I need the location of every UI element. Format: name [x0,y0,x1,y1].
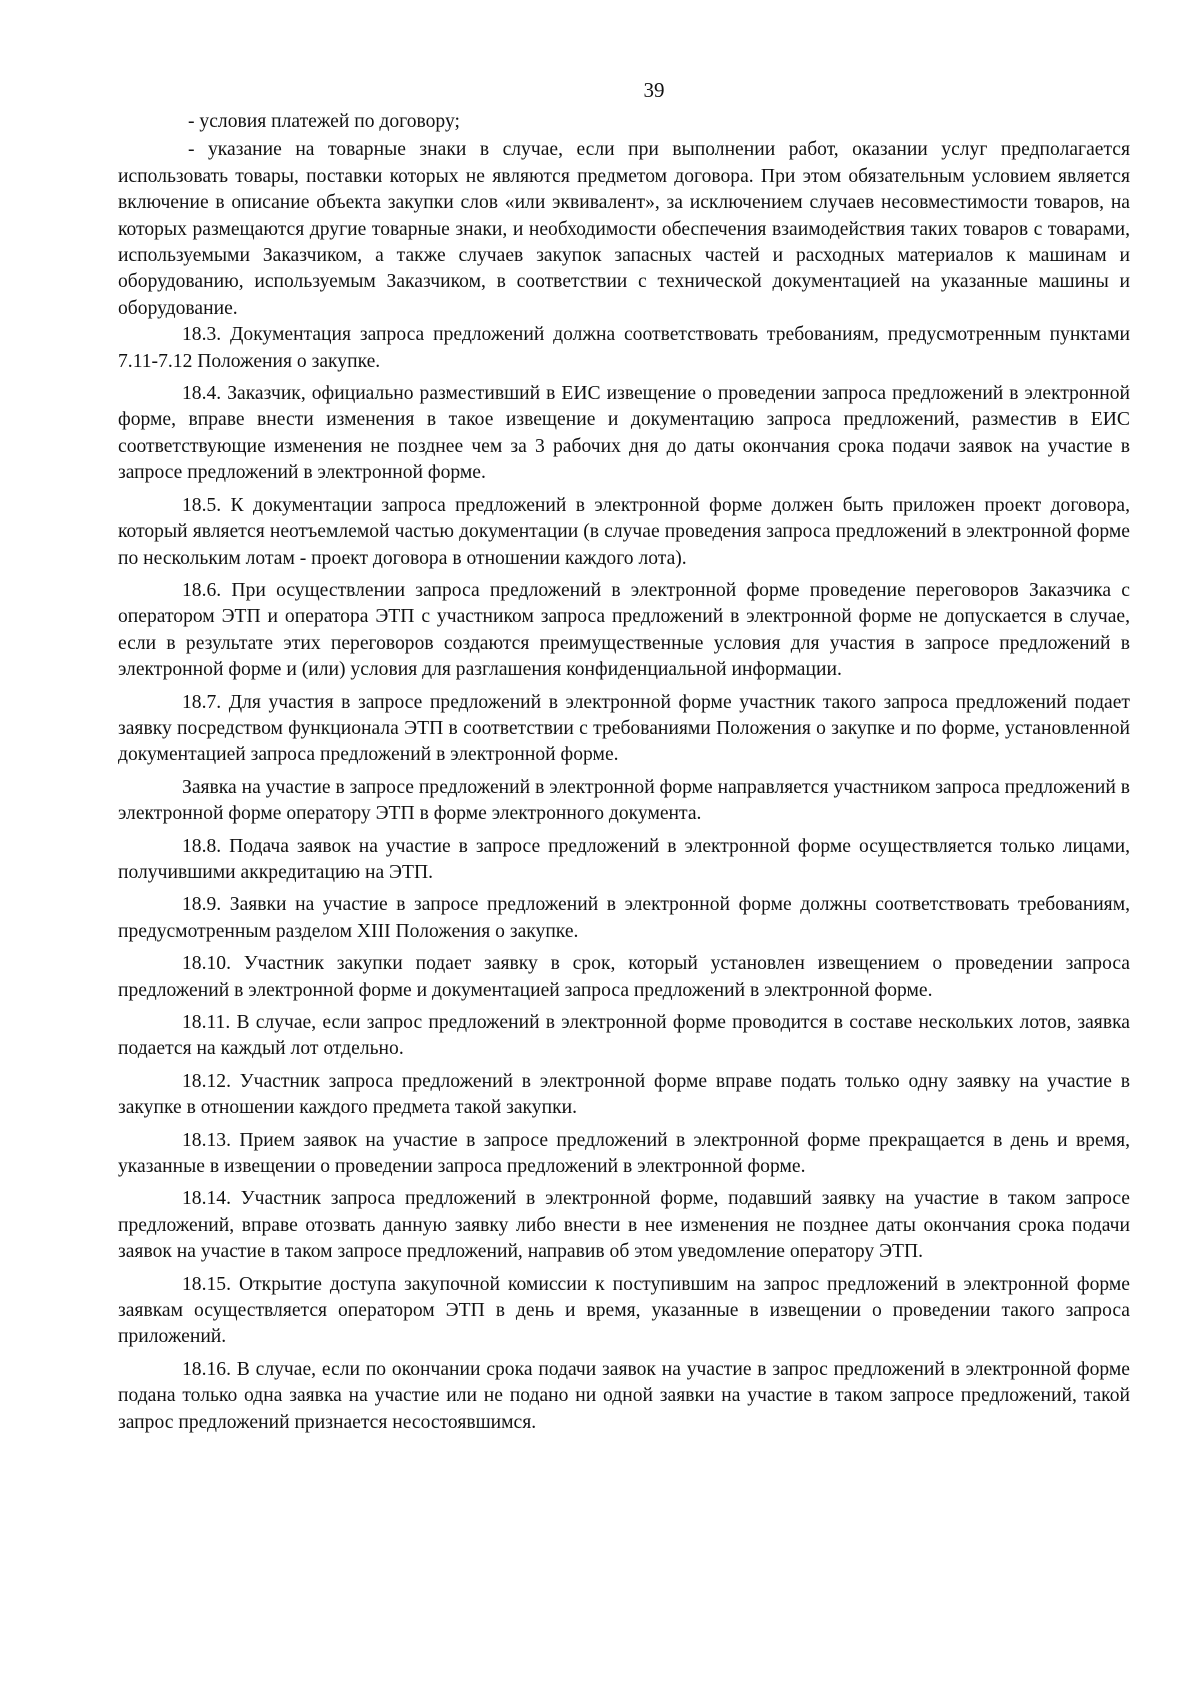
paragraph-payment-terms: - условия платежей по договору; [188,111,460,132]
paragraph-application-sent: Заявка на участие в запросе предложений в электронной форме направляется участником запроса предложений в электронной форме оператору ЭТП в форме электронного документа. [118,776,1130,825]
page-number: 39 [643,78,665,102]
paragraph-trademarks: - указание на товарные знаки в случае, если при выполнении работ, оказании услуг предполагается использовать товары, поставки которых не являются предметом договора. При этом обязательным условием является включение в описание объекта закупки слов «или эквивалент», за исключением случаев несовместимости товаров, на которых размещаются другие товарные знаки, и необходимости обеспечения взаимодействия таких товаров с товарами, используемыми Заказчиком, а также случаев закупок запасных частей и расходных материалов к машинам и оборудованию, используемым Заказчиком, в соответствии с технической документацией на указанные машины и оборудование. [118,139,1130,319]
paragraph-18-11: 18.11. В случае, если запрос предложений в электронной форме проводится в составе нескольких лотов, заявка подается на каждый лот отдельно. [118,1012,1130,1060]
paragraph-18-16: 18.16. В случае, если по окончании срока подачи заявок на участие в запрос предложений в электронной форме подана только одна заявка на участие или не подано ни одной заявки на участие в таком запросе предложений, такой запрос предложений признается несостоявшимся. [118,1358,1130,1433]
paragraph-18-12: 18.12. Участник запроса предложений в электронной форме вправе подать только одну заявку на участие в закупке в отношении каждого предмета такой закупки. [118,1070,1130,1119]
paragraph-18-14: 18.14. Участник запроса предложений в электронной форме, подавший заявку на участие в таком запросе предложений, вправе отозвать данную заявку либо внести в нее изменения не позднее даты окончания срока подачи заявок на участие в таком запросе предложений, направив об этом уведомление оператору ЭТП. [118,1188,1130,1263]
paragraph-18-5: 18.5. К документации запроса предложений в электронной форме должен быть приложен проект договора, который является неотъемлемой частью документации (в случае проведения запроса предложений в электронной форме по нескольким лотам - проект договора в отношении каждого лота). [118,494,1130,569]
paragraph-18-7: 18.7. Для участия в запросе предложений в электронной форме участник такого запроса предложений подает заявку посредством функционала ЭТП в соответствии с требованиями Положения о закупке и по форме, установленной документацией запроса предложений в электронной форме. [118,691,1130,766]
paragraph-18-13: 18.13. Прием заявок на участие в запросе предложений в электронной форме прекращается в день и время, указанные в извещении о проведении запроса предложений в электронной форме. [118,1129,1130,1178]
paragraph-18-3: 18.3. Документация запроса предложений должна соответствовать требованиям, предусмотренным пунктами 7.11-7.12 Положения о закупке. [118,324,1130,372]
paragraph-18-8: 18.8. Подача заявок на участие в запросе предложений в электронной форме осуществляется только лицами, получившими аккредитацию на ЭТП. [118,835,1130,883]
paragraph-18-4: 18.4. Заказчик, официально разместивший в ЕИС извещение о проведении запроса предложений в электронной форме, вправе внести изменения в такое извещение и документацию запроса предложений, разместив в ЕИС соответствующие изменения не позднее чем за 3 рабочих дня до даты окончания срока подачи заявок на участие в запросе предложений в электронной форме. [118,383,1130,484]
paragraph-18-9: 18.9. Заявки на участие в запросе предложений в электронной форме должны соответствовать требованиям, предусмотренным разделом XIII Положения о закупке. [118,894,1130,942]
paragraph-18-6: 18.6. При осуществлении запроса предложений в электронной форме проведение переговоров Заказчика с оператором ЭТП и оператора ЭТП с участником запроса предложений в электронной форме не допускается в случае, если в результате этих переговоров создаются преимущественные условия для участия в запросе предложений в электронной форме и (или) условия для разглашения конфиденциальной информации. [118,579,1130,681]
paragraph-18-15: 18.15. Открытие доступа закупочной комиссии к поступившим на запрос предложений в электронной форме заявкам осуществляется оператором ЭТП в день и время, указанные в извещении о проведении такого запроса приложений. [118,1273,1130,1348]
paragraph-18-10: 18.10. Участник закупки подает заявку в срок, который установлен извещением о проведении запроса предложений в электронной форме и документацией запроса предложений в электронной форме. [118,953,1130,1001]
